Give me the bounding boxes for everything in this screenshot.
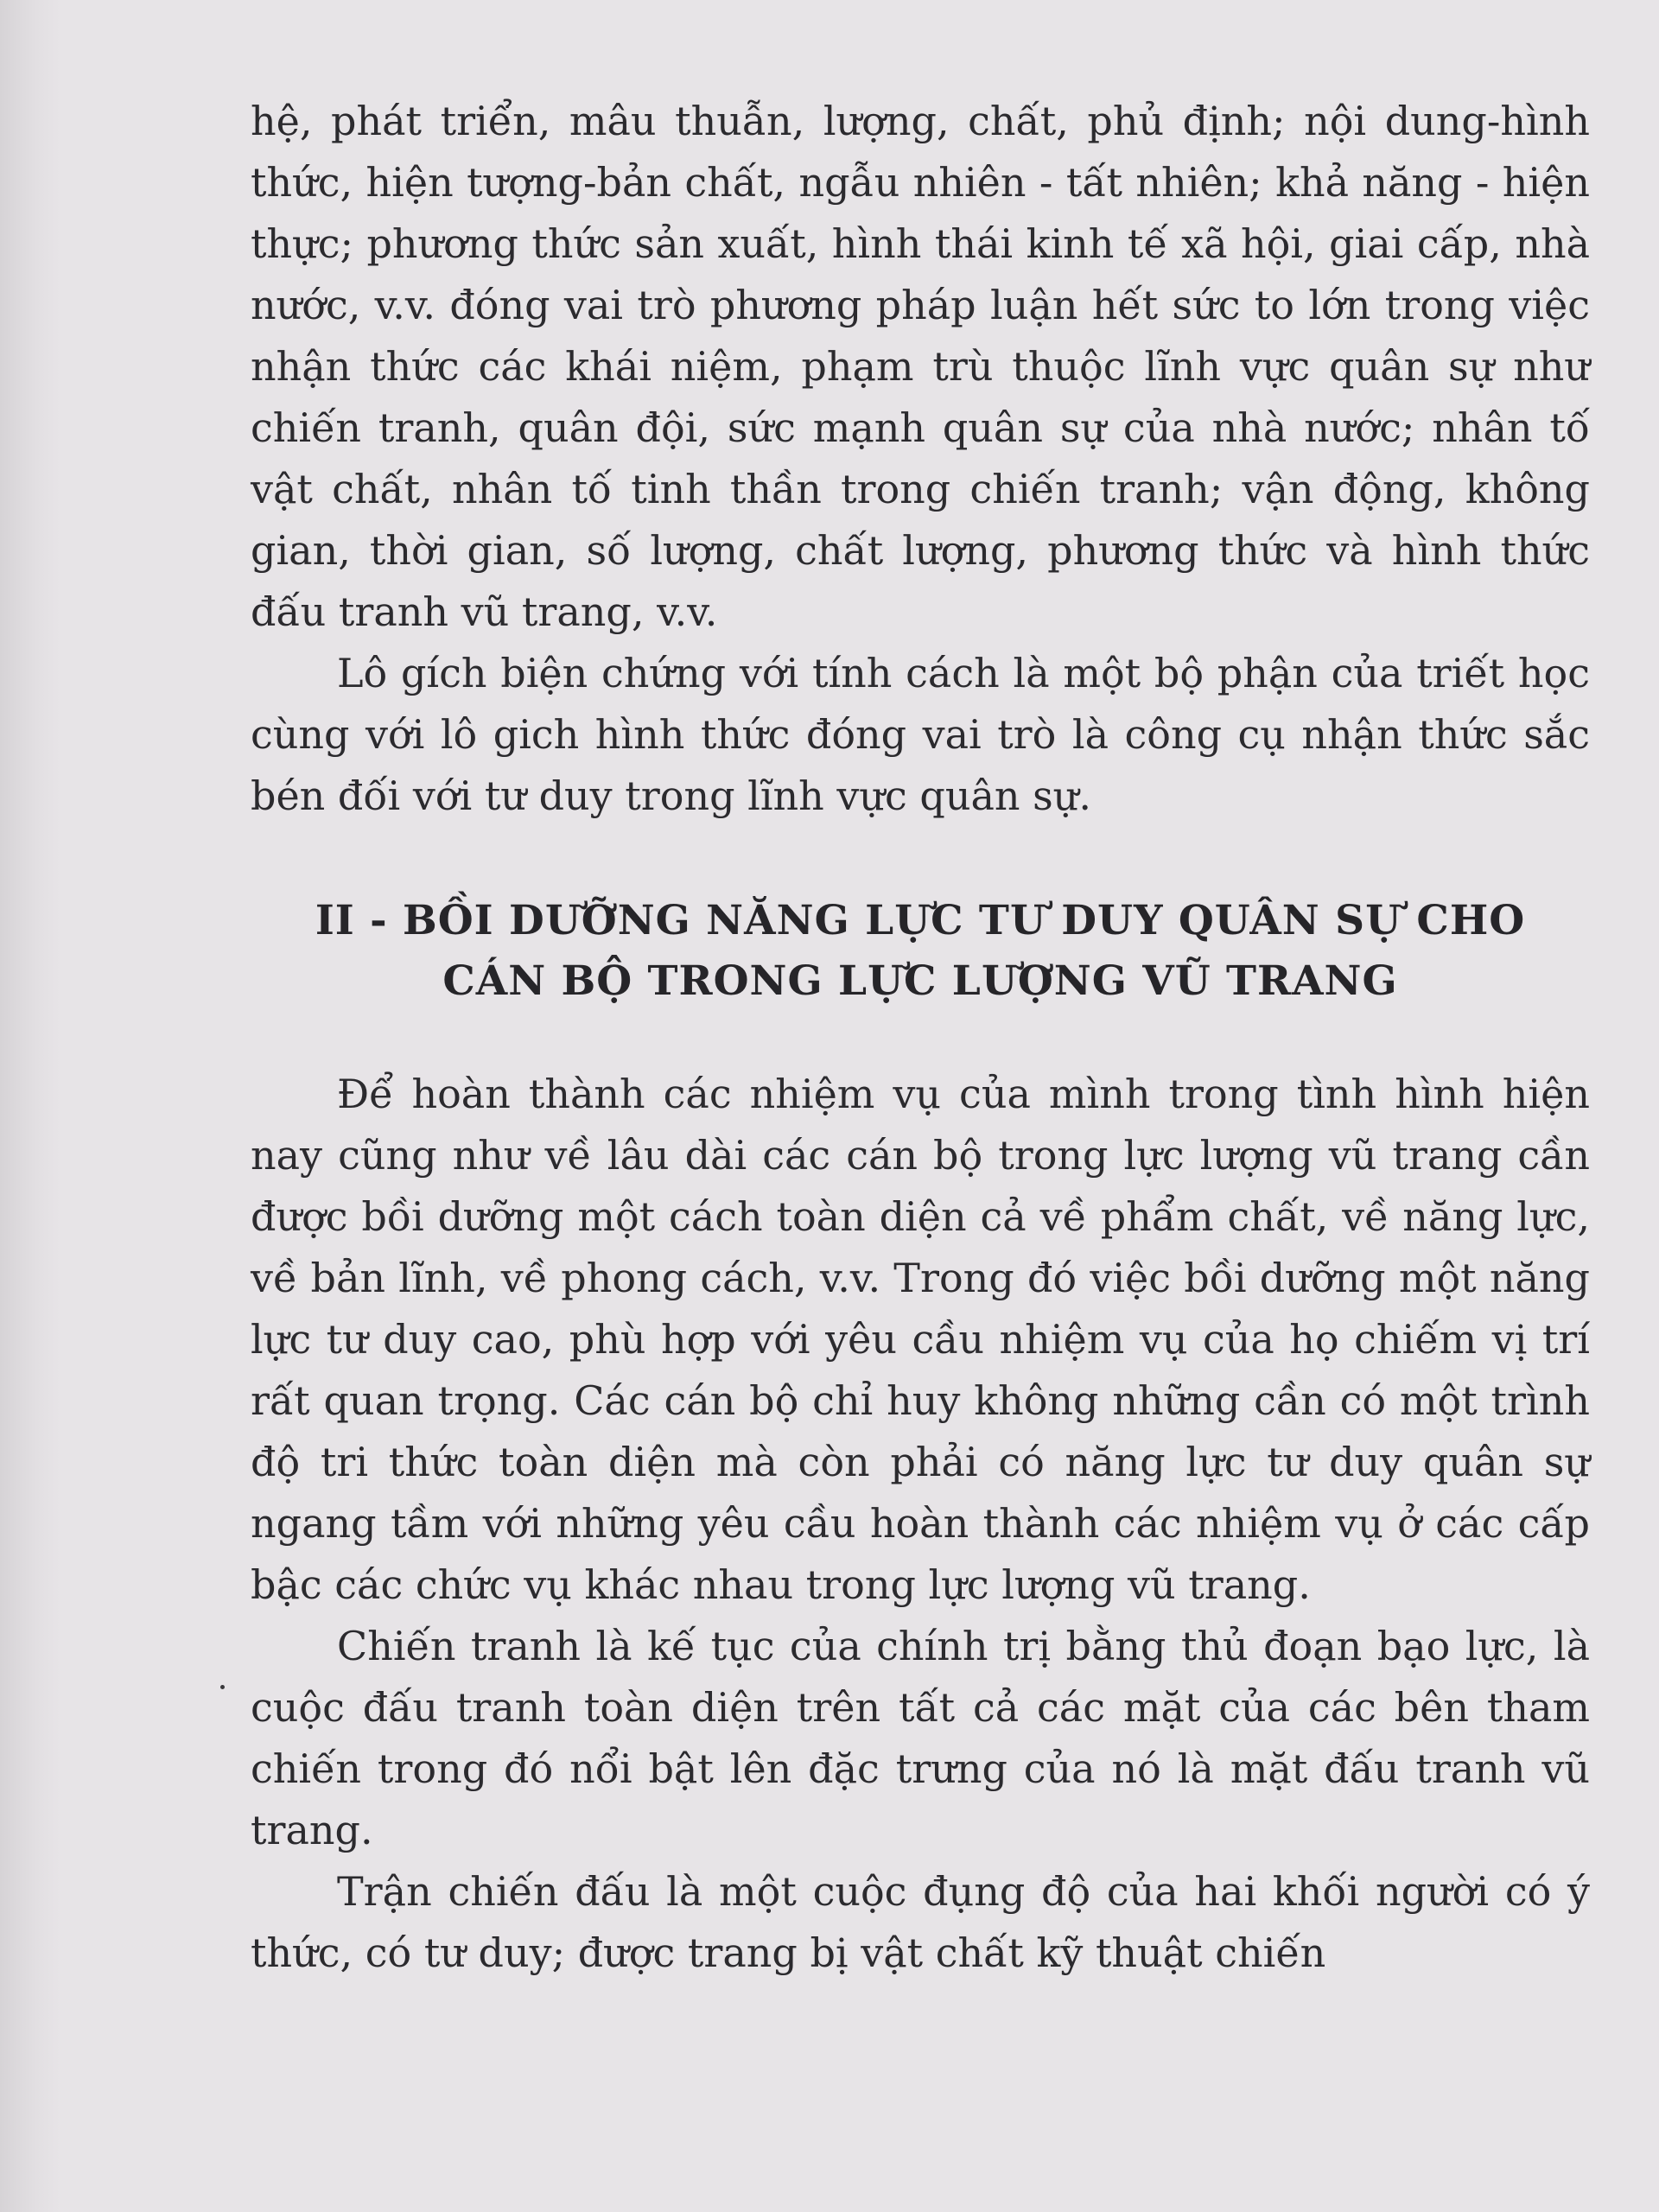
book-page-text [251, 91, 1590, 1984]
section-heading [251, 891, 1590, 1012]
paragraph-battle: Trận chiến đấu là một cuộc đụng độ của hai khối người có ý thức, có tư duy; được trang bị vật chất kỹ thuật chiến [251, 1868, 1590, 1976]
page-left-margin-shadow [0, 0, 60, 2212]
paragraph-war-definition: Chiến tranh là kế tục của chính trị bằng thủ đoạn bạo lực, là cuộc đấu tranh toàn diện trên tất cả các mặt của các bên tham chiến trong đó nổi bật lên đặc trưng của nó là mặt đấu tranh vũ trang. [251, 1623, 1590, 1853]
print-speck [220, 1685, 225, 1689]
paragraph-continued-categories: hệ, phát triển, mâu thuẫn, lượng, chất, phủ định; nội dung-hình thức, hiện tượng-bản chất, ngẫu nhiên - tất nhiên; khả năng - hiện thực; phương thức sản xuất, hình thái kinh tế xã hội, giai cấp, nhà nước, v.v. đóng vai trò phương pháp luận hết sức to lớn trong việc nhận thức các khái niệm, phạm trù thuộc lĩnh vực quân sự như chiến tranh, quân đội, sức mạnh quân sự của nhà nước; nhân tố vật chất, nhân tố tinh thần trong chiến tranh; vận động, không gian, thời gian, số lượng, chất lượng, phương thức và hình thức đấu tranh vũ trang, v.v. [251, 98, 1590, 635]
paragraph-training-cadres: Để hoàn thành các nhiệm vụ của mình trong tình hình hiện nay cũng như về lâu dài các cán bộ trong lực lượng vũ trang cần được bồi dưỡng một cách toàn diện cả về phẩm chất, về năng lực, về bản lĩnh, về phong cách, v.v. Trong đó việc bồi dưỡng một năng lực tư duy cao, phù hợp với yêu cầu nhiệm vụ của họ chiếm vị trí rất quan trọng. Các cán bộ chỉ huy không những cần có một trình độ tri thức toàn diện mà còn phải có năng lực tư duy quân sự ngang tầm với những yêu cầu hoàn thành các nhiệm vụ ở các cấp bậc các chức vụ khác nhau trong lực lượng vũ trang. [251, 1071, 1590, 1608]
paragraph-dialectical-logic: Lô gích biện chứng với tính cách là một bộ phận của triết học cùng với lô gich hình thức đóng vai trò là công cụ nhận thức sắc bén đối với tư duy trong lĩnh vực quân sự. [251, 650, 1590, 819]
section-heading-line-2: CÁN BỘ TRONG LỰC LƯỢNG VŨ TRANG [442, 957, 1398, 1005]
section-heading-line-1: II - BỒI DƯỠNG NĂNG LỰC TƯ DUY QUÂN SỰ CHO [315, 897, 1526, 944]
